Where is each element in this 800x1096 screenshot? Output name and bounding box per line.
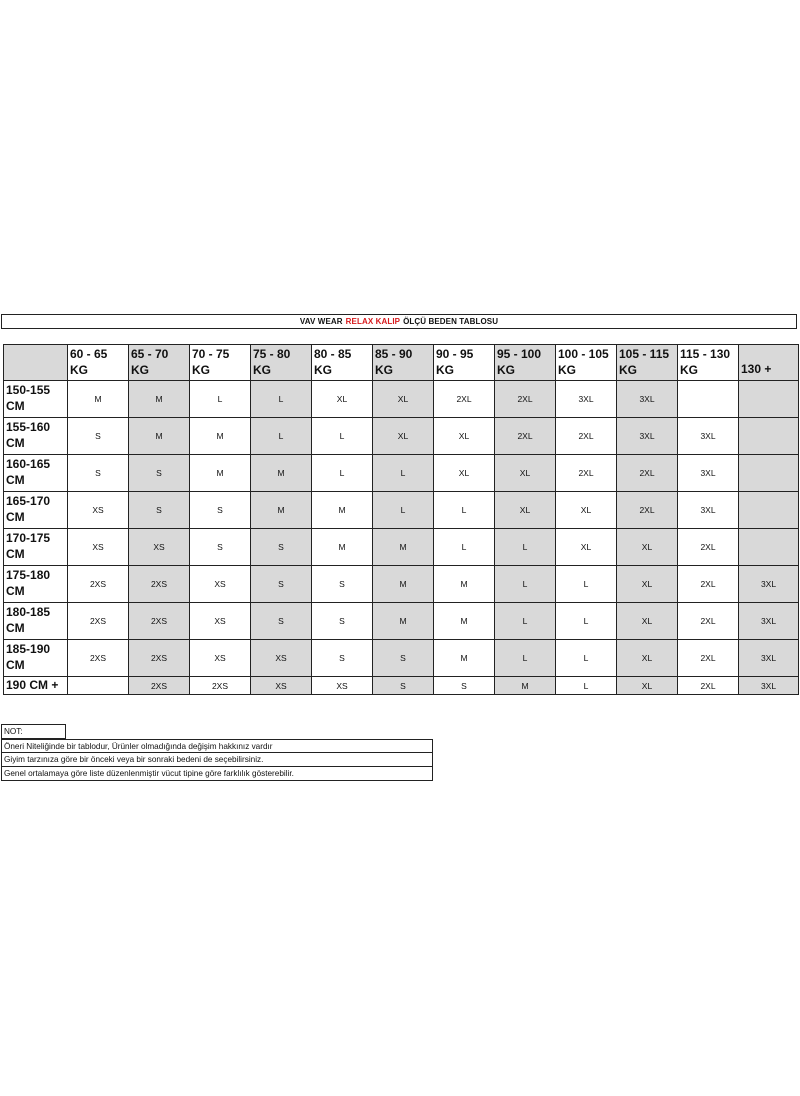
size-cell <box>68 677 129 695</box>
weight-header: 115 - 130 KG <box>678 345 739 381</box>
table-row <box>4 677 799 695</box>
size-cell: XS <box>312 677 373 695</box>
size-cell: 2XS <box>68 603 129 640</box>
size-cell: XL <box>617 566 678 603</box>
size-cell: 3XL <box>678 418 739 455</box>
size-cell: 2XS <box>68 566 129 603</box>
size-cell: L <box>434 529 495 566</box>
size-cell: 2XL <box>678 603 739 640</box>
size-cell: L <box>251 381 312 418</box>
size-cell: 2XL <box>617 455 678 492</box>
size-cell: S <box>190 529 251 566</box>
size-cell: L <box>495 603 556 640</box>
note-line: Öneri Niteliğinde bir tablodur, Ürünler olmadığında değişim hakkınız vardır <box>1 739 433 753</box>
size-cell: 2XL <box>495 381 556 418</box>
table-row <box>4 640 799 677</box>
size-cell <box>739 529 799 566</box>
size-cell: XL <box>434 455 495 492</box>
corner-cell <box>4 345 68 381</box>
height-label: 170-175 CM <box>4 529 68 566</box>
size-cell: 3XL <box>617 418 678 455</box>
size-cell: XL <box>312 381 373 418</box>
size-cell: 2XL <box>617 492 678 529</box>
size-cell: 2XL <box>678 677 739 695</box>
size-cell: 2XS <box>129 566 190 603</box>
size-cell: 2XS <box>129 603 190 640</box>
size-cell: S <box>251 566 312 603</box>
table-row <box>4 455 799 492</box>
height-label: 180-185 CM <box>4 603 68 640</box>
header-row <box>4 345 799 381</box>
size-cell: L <box>495 529 556 566</box>
size-cell: S <box>129 492 190 529</box>
size-cell: S <box>312 603 373 640</box>
size-cell: XS <box>251 677 312 695</box>
size-cell: XL <box>556 529 617 566</box>
title-brand: VAV WEAR <box>299 317 343 326</box>
table-row <box>4 418 799 455</box>
size-cell: S <box>68 455 129 492</box>
size-cell: S <box>312 640 373 677</box>
table-row <box>4 603 799 640</box>
size-cell: S <box>373 677 434 695</box>
size-cell: XL <box>617 603 678 640</box>
size-cell: M <box>434 603 495 640</box>
weight-header: 105 - 115 KG <box>617 345 678 381</box>
size-cell: XL <box>434 418 495 455</box>
notes-label: NOT: <box>1 724 66 739</box>
size-cell: XS <box>190 640 251 677</box>
weight-header: 80 - 85 KG <box>312 345 373 381</box>
height-label: 160-165 CM <box>4 455 68 492</box>
size-cell: XL <box>556 492 617 529</box>
size-cell: L <box>373 492 434 529</box>
size-cell: 2XL <box>434 381 495 418</box>
size-cell: 2XL <box>678 640 739 677</box>
weight-header: 75 - 80 KG <box>251 345 312 381</box>
height-label: 175-180 CM <box>4 566 68 603</box>
size-cell: 2XS <box>129 640 190 677</box>
size-cell: L <box>373 455 434 492</box>
size-cell: L <box>495 640 556 677</box>
size-cell: M <box>251 455 312 492</box>
size-cell <box>739 455 799 492</box>
size-cell: 2XL <box>556 418 617 455</box>
size-cell: 3XL <box>678 492 739 529</box>
size-cell: S <box>434 677 495 695</box>
table-row <box>4 529 799 566</box>
size-cell: M <box>373 603 434 640</box>
chart-title <box>1 314 797 329</box>
size-cell: S <box>68 418 129 455</box>
weight-header: 130 + <box>739 345 799 381</box>
height-label: 150-155 CM <box>4 381 68 418</box>
size-cell: XL <box>373 381 434 418</box>
size-cell: M <box>312 529 373 566</box>
size-cell: 2XL <box>678 529 739 566</box>
size-cell: L <box>556 677 617 695</box>
size-cell <box>739 418 799 455</box>
size-cell: XL <box>617 529 678 566</box>
weight-header: 70 - 75 KG <box>190 345 251 381</box>
size-cell: M <box>434 640 495 677</box>
size-cell: XS <box>190 566 251 603</box>
note-line: Giyim tarzınıza göre bir önceki veya bir sonraki bedeni de seçebilirsiniz. <box>1 753 433 767</box>
weight-header: 95 - 100 KG <box>495 345 556 381</box>
size-cell: 3XL <box>739 640 799 677</box>
size-cell: XS <box>68 529 129 566</box>
height-label: 190 CM + <box>4 677 68 695</box>
size-cell: S <box>312 566 373 603</box>
size-cell: 3XL <box>617 381 678 418</box>
weight-header: 100 - 105 KG <box>556 345 617 381</box>
size-cell: 3XL <box>739 566 799 603</box>
size-cell: XL <box>495 492 556 529</box>
table-row <box>4 566 799 603</box>
size-cell: XS <box>129 529 190 566</box>
size-cell: 2XS <box>68 640 129 677</box>
size-cell <box>678 381 739 418</box>
weight-header: 60 - 65 KG <box>68 345 129 381</box>
size-cell: L <box>251 418 312 455</box>
size-cell: XS <box>68 492 129 529</box>
size-cell: M <box>129 418 190 455</box>
size-cell: M <box>190 418 251 455</box>
size-cell: M <box>68 381 129 418</box>
size-cell: 2XS <box>129 677 190 695</box>
size-cell: M <box>495 677 556 695</box>
size-cell: XS <box>251 640 312 677</box>
height-label: 165-170 CM <box>4 492 68 529</box>
size-cell: XS <box>190 603 251 640</box>
size-cell: M <box>190 455 251 492</box>
size-cell: M <box>251 492 312 529</box>
size-cell: 2XL <box>556 455 617 492</box>
table-row <box>4 381 799 418</box>
weight-header: 90 - 95 KG <box>434 345 495 381</box>
weight-header: 85 - 90 KG <box>373 345 434 381</box>
size-cell: 3XL <box>556 381 617 418</box>
size-cell: 3XL <box>739 677 799 695</box>
size-cell: S <box>251 603 312 640</box>
note-line: Genel ortalamaya göre liste düzenlenmiştir vücut tipine göre farklılık gösterebilir. <box>1 767 433 781</box>
size-cell: S <box>129 455 190 492</box>
size-cell: M <box>312 492 373 529</box>
notes-section <box>1 724 433 781</box>
size-cell: L <box>312 455 373 492</box>
size-cell: 2XS <box>190 677 251 695</box>
height-label: 185-190 CM <box>4 640 68 677</box>
size-cell: L <box>556 566 617 603</box>
size-cell: XL <box>373 418 434 455</box>
size-cell: L <box>312 418 373 455</box>
size-cell: 2XL <box>678 566 739 603</box>
size-cell: M <box>129 381 190 418</box>
size-cell: M <box>373 566 434 603</box>
size-cell: L <box>434 492 495 529</box>
size-cell: 2XL <box>495 418 556 455</box>
size-cell: XL <box>617 677 678 695</box>
table-row <box>4 492 799 529</box>
size-cell: M <box>434 566 495 603</box>
size-cell: S <box>190 492 251 529</box>
size-cell: M <box>373 529 434 566</box>
size-cell: S <box>251 529 312 566</box>
weight-header: 65 - 70 KG <box>129 345 190 381</box>
size-cell: XL <box>495 455 556 492</box>
size-cell <box>739 492 799 529</box>
size-cell: L <box>495 566 556 603</box>
size-cell: L <box>556 603 617 640</box>
size-cell: 3XL <box>739 603 799 640</box>
size-cell: S <box>373 640 434 677</box>
title-accent: RELAX KALIP <box>345 317 401 326</box>
size-cell <box>739 381 799 418</box>
height-label: 155-160 CM <box>4 418 68 455</box>
size-cell: L <box>190 381 251 418</box>
size-cell: 3XL <box>678 455 739 492</box>
size-cell: L <box>556 640 617 677</box>
title-suffix: ÖLÇÜ BEDEN TABLOSU <box>403 317 499 326</box>
size-cell: XL <box>617 640 678 677</box>
size-table <box>3 344 799 695</box>
